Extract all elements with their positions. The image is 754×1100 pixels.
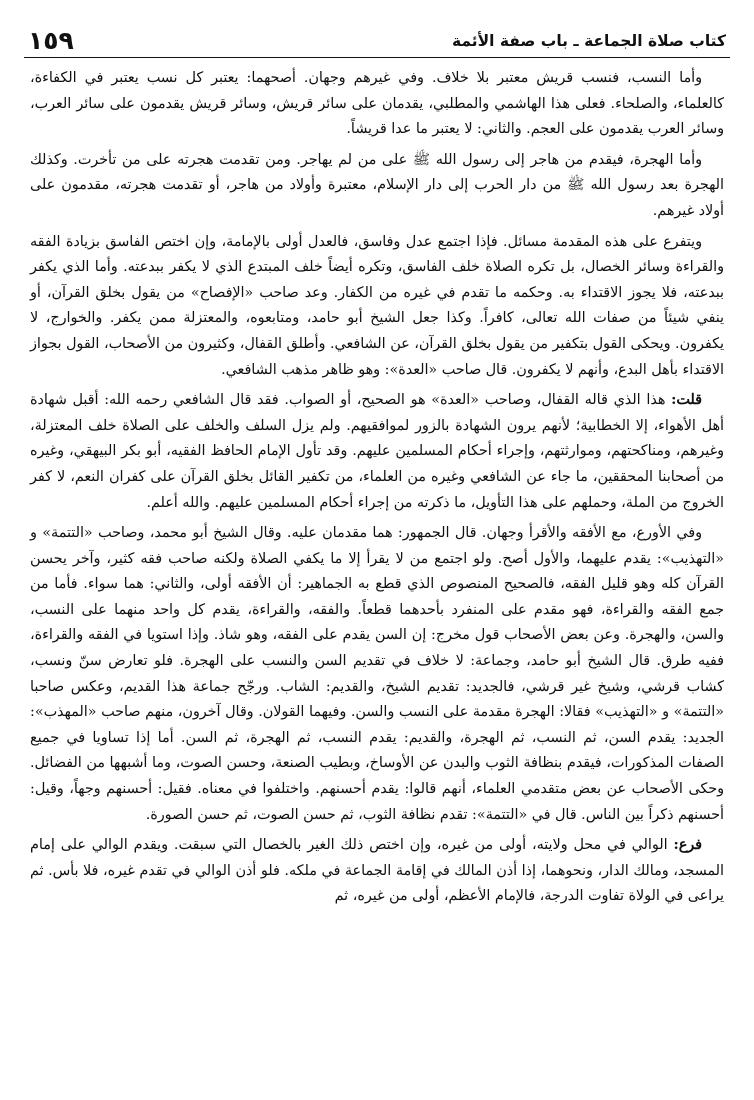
paragraph [30,230,724,384]
paragraph-text: وأما الهجرة، فيقدم من هاجر إلى رسول الله ﷺ على من لم يهاجر. ومن تقدمت هجرته على من تأخرت. وكذلك الهجرة بعد رسول الله ﷺ من دار الحرب إلى دار الإسلام، معتبرة وأولاد من هاجر، أو تقدمت هجرته، مقدمون على أولاد غيرهم. [30,151,724,219]
paragraph-text: ويتفرع على هذه المقدمة مسائل. فإذا اجتمع عدل وفاسق، فالعدل أولى بالإمامة، وإن اختص الفاسق بزيادة الفقه والقراءة وسائر الخصال، بل تكره الصلاة خلف الفاسق، وتكره أيضاً خلف المبتدع الذي لا يكفر ببدعته. وأما الذي يكفر ببدعته، فلا يجوز الاقتداء به. وحكمه ما تقدم في غيره من الكفار. وعد صاحب «الإفصاح» من يقول بخلق القرآن، أو ينفي شيئاً من صفات الله تعالى، كافراً. وكذا جعل الشيخ أبو حامد، ومتابعوه، والمعتزلة ممن يكفر. والخوارج، لا يكفرون. ويحكى القول بتكفير من يقول بخلق القرآن، عن الشافعي. وأطلق القفال، وكثيرون من الأصحاب، القول بجواز الاقتداء بأهل البدع، وأنهم لا يكفرون. قال صاحب «العدة»: وهو ظاهر مذهب الشافعي. [30,233,724,378]
paragraph-text: وفي الأورع، مع الأفقه والأقرأ وجهان. قال الجمهور: هما مقدمان عليه. وقال الشيخ أبو محمد، وصاحب «التتمة» و «التهذيب»: يقدم عليهما، والأول أصح. ولو اجتمع من لا يقرأ إلا ما يكفي الصلاة ولكنه صاحب فقه كثير، وآخر يحسن القرآن كله وهو قليل الفقه، فالصحيح المنصوص الذي قطع به الجماهير: أن الأفقه أولى، والثاني: هما سواء. فأما من جمع الفقه والقراءة، فهو مقدم على المنفرد بأحدهما قطعاً. والفقه، والقراءة، يقدم كل واحد منهما على النسب، والسن، والهجرة. وعن بعض الأصحاب قول مخرج: إن السن يقدم على الفقه، وهو شاذ. وإذا استويا في الفقه والقراءة، ففيه طرق. قال الشيخ أبو حامد، وجماعة: لا خلاف في تقديم السن والنسب على الهجرة. فلو تعارض سنّ ونسب، كشاب قرشي، وشيخ غير قرشي، فالجديد: تقديم الشيخ، والقديم: الشاب. ورجّح جماعة هذا القديم، وعكس صاحبا «التتمة» و «التهذيب» فقالا: الهجرة مقدمة على النسب والسن. وفيهما القولان. وقال آخرون، منهم صاحب «المهذب»: الجديد: يقدم السن، ثم النسب، ثم الهجرة، والقديم: يقدم النسب، ثم الهجرة، ثم السن. أما إذا تساويا في جميع الصفات المذكورات، فيقدم بنظافة الثوب والبدن عن الأوساخ، وبطيب الصنعة، وحسن الصوت، وما أشبهها من الفضائل. وحكى الأصحاب عن بعض متقدمي العلماء، أنهم قالوا: يقدم أحسنهم. واختلفوا في معناه. فقيل: أحسنهم وجهاً، وقيل: أحسنهم ذكراً بين الناس. قال في «التتمة»: تقدم نظافة الثوب، ثم حسن الصوت، ثم حسن الصورة. [30,525,724,823]
paragraph-lead: فرع: [673,837,702,854]
paragraph-text: الوالي في محل ولايته، أولى من غيره، وإن اختص ذلك الغير بالخصال التي سبقت. ويقدم الوالي على إمام المسجد، ومالك الدار، ونحوهما، إذا أذن المالك في إقامة الجماعة في ملكه. فلو أذن الوالي في تقدم غيره، فلا بأس. ثم يراعى في الولاة تفاوت الدرجة، فالإمام الأعظم، أولى من غيره، ثم [30,837,724,905]
running-title: كتاب صلاة الجماعة ـ باب صفة الأئمة [451,32,726,50]
paragraph [30,521,724,828]
page-number: ١٥٩ [28,26,74,55]
header-rule [24,57,730,58]
paragraph [30,388,724,516]
paragraph-text: وأما النسب، فنسب قريش معتبر بلا خلاف. وفي غيرهم وجهان. أصحهما: يعتبر كل نسب يعتبر في الكفاءة، كالعلماء، والصلحاء. فعلى هذا الهاشمي والمطلبي، يقدمان على سائر قريش، وسائر قريش يقدمون على سائر العرب، وسائر العرب يقدمون على العجم. والثاني: لا يعتبر ما عدا قريشاً. [30,70,724,138]
paragraph-lead: قلت: [671,392,702,409]
paragraph [30,148,724,225]
page-header [24,24,730,60]
body-text [30,66,724,915]
paragraph [30,833,724,910]
paragraph-text: هذا الذي قاله القفال، وصاحب «العدة» هو الصحيح، أو الصواب. فقد قال الشافعي رحمه الله: أقبل شهادة أهل الأهواء، إلا الخطابية؛ لأنهم يرون الشهادة بالزور لموافقيهم. ولم يزل السلف والخلف على الصلاة خلف المعتزلة، وغيرهم، ومناكحتهم، وموارثتهم، وإجراء أحكام المسلمين عليهم. وقد تأول الإمام الحافظ الفقيه، أبو بكر البيهقي، وغيره من أصحابنا المحققين، ما جاء عن الشافعي وغيره من العلماء، من تكفير القائل بخلق القرآن على كفران النعم، لا كفر الخروج من الملة، وحملهم على هذا التأويل، ما ذكرته من إجراء أحكام المسلمين عليهم. والله أعلم. [30,392,724,511]
paragraph [30,66,724,143]
